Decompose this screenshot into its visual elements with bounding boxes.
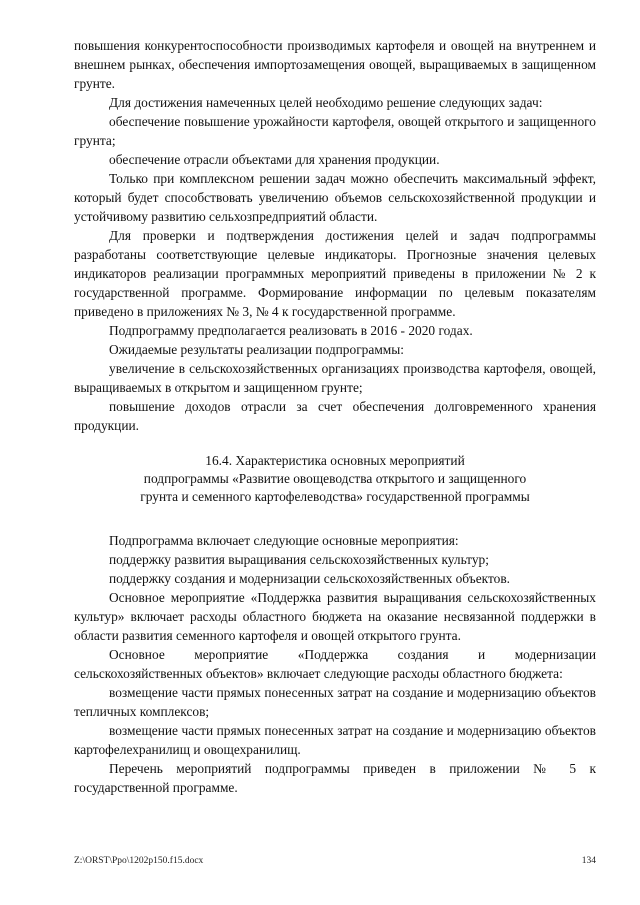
paragraph: Основное мероприятие «Поддержка создания и модернизации сельскохозяйственных объектов» включает следующие расходы областного бюджета: — [74, 647, 596, 681]
heading-line: 16.4. Характеристика основных мероприятий — [205, 453, 465, 468]
document-page — [74, 36, 596, 797]
paragraph: Для проверки и подтверждения достижения целей и задач подпрограммы разработаны соответствующие целевые индикаторы. Прогнозные значения целевых индикаторов реализации программных мероприятий приведены в приложении № 2 к государственной программе. Формирование информации по целевым показателям приведено в приложениях № 3, № 4 к государственной программе. — [74, 228, 596, 319]
paragraph: обеспечение повышение урожайности картофеля, овощей открытого и защищенного грунта; — [74, 114, 596, 148]
paragraph: поддержку развития выращивания сельскохозяйственных культур; — [109, 552, 489, 567]
file-path: Z:\ORST\Ppo\1202p150.f15.docx — [74, 856, 204, 866]
heading-line: подпрограммы «Развитие овощеводства открытого и защищенного — [143, 471, 527, 486]
paragraph: Только при комплексном решении задач можно обеспечить максимальный эффект, который будет способствовать увеличению объемов сельскохозяйственной продукции и устойчивому развитию сельхозпредприятий области. — [74, 171, 596, 224]
section-heading — [74, 452, 596, 506]
paragraph: Основное мероприятие «Поддержка развития выращивания сельскохозяйственных культур» включает расходы областного бюджета на оказание несвязанной поддержки в области развития семенного картофеля и овощей открытого грунта. — [74, 590, 596, 643]
paragraph: Перечень мероприятий подпрограммы приведен в приложении № 5 к государственной программе. — [74, 761, 596, 795]
paragraph: возмещение части прямых понесенных затрат на создание и модернизацию объектов картофелехранилищ и овощехранилищ. — [74, 723, 596, 757]
paragraph: Для достижения намеченных целей необходимо решение следующих задач: — [109, 95, 543, 110]
paragraph: возмещение части прямых понесенных затрат на создание и модернизацию объектов тепличных комплексов; — [74, 685, 596, 719]
paragraph: Подпрограмма включает следующие основные мероприятия: — [109, 533, 459, 548]
paragraph: увеличение в сельскохозяйственных организациях производства картофеля, овощей, выращиваемых в открытом и защищенном грунте; — [74, 361, 596, 395]
paragraph: Ожидаемые результаты реализации подпрограммы: — [109, 342, 404, 357]
paragraph: повышение доходов отрасли за счет обеспечения долговременного хранения продукции. — [74, 399, 596, 433]
paragraph: обеспечение отрасли объектами для хранения продукции. — [109, 152, 440, 167]
heading-line: грунта и семенного картофелеводства» государственной программы — [140, 489, 530, 504]
paragraph: поддержку создания и модернизации сельскохозяйственных объектов. — [109, 571, 511, 586]
paragraph: повышения конкурентоспособности производимых картофеля и овощей на внутреннем и внешнем рынках, обеспечения импортозамещения овощей, выращиваемых в защищенном грунте. — [74, 38, 596, 91]
paragraph: Подпрограмму предполагается реализовать в 2016 - 2020 годах. — [109, 323, 473, 338]
page-number: 134 — [581, 856, 596, 866]
